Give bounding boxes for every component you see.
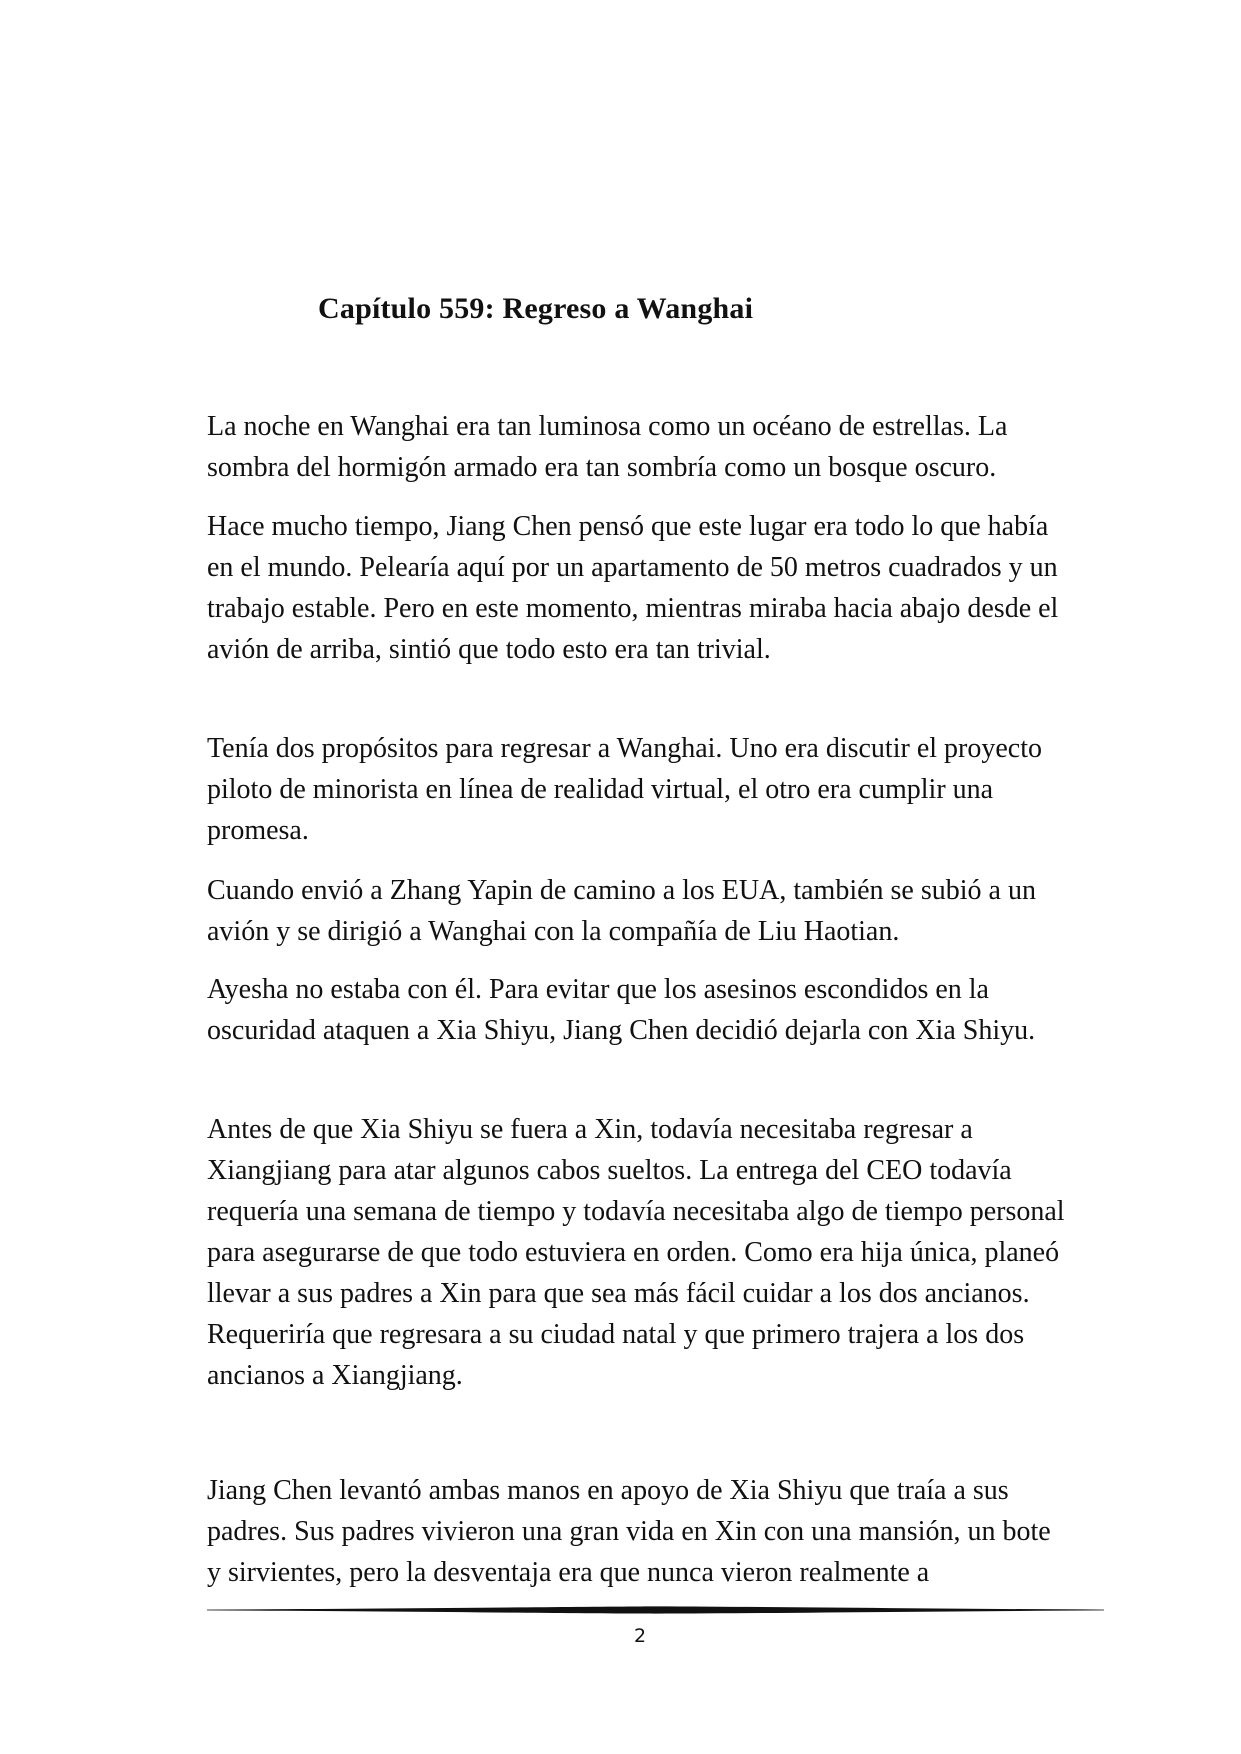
paragraph: La noche en Wanghai era tan luminosa como un océano de estrellas. La sombra del hormigón armado era tan sombría como un bosque oscuro. [207,411,1008,483]
paragraph: Jiang Chen levantó ambas manos en apoyo de Xia Shiyu que traía a sus padres. Sus padres vivieron una gran vida en Xin con una mansión, un bote y sirvientes, pero la desventaja era que nunca vieron realmente a [207,1475,1051,1588]
chapter-title: Capítulo 559: Regreso a Wanghai [318,292,754,325]
paragraph: Cuando envió a Zhang Yapin de camino a los EUA, también se subió a un avión y se dirigió a Wanghai con la compañía de Liu Haotian. [207,875,1036,947]
page-number: 2 [633,1625,647,1647]
paragraph: Antes de que Xia Shiyu se fuera a Xin, todavía necesitaba regresar a Xiangjiang para atar algunos cabos sueltos. La entrega del CEO todavía requería una semana de tiempo y todavía necesitaba algo de tiempo personal para asegurarse de que todo estuviera en orden. Como era hija única, planeó llevar a sus padres a Xin para que sea más fácil cuidar a los dos ancianos. Requeriría que regresara a su ciudad natal y que primero trajera a los dos ancianos a Xiangjiang. [207,1114,1065,1391]
paragraph: Tenía dos propósitos para regresar a Wanghai. Uno era discutir el proyecto piloto de minorista en línea de realidad virtual, el otro era cumplir una promesa. [207,733,1042,846]
footer-divider [207,1604,1104,1616]
paragraph: Hace mucho tiempo, Jiang Chen pensó que este lugar era todo lo que había en el mundo. Pelearía aquí por un apartamento de 50 metros cuadrados y un trabajo estable. Pero en este momento, mientras miraba hacia abajo desde el avión de arriba, sintió que todo esto era tan trivial. [207,511,1059,665]
paragraph: Ayesha no estaba con él. Para evitar que los asesinos escondidos en la oscuridad ataquen a Xia Shiyu, Jiang Chen decidió dejarla con Xia Shiyu. [207,974,1036,1046]
